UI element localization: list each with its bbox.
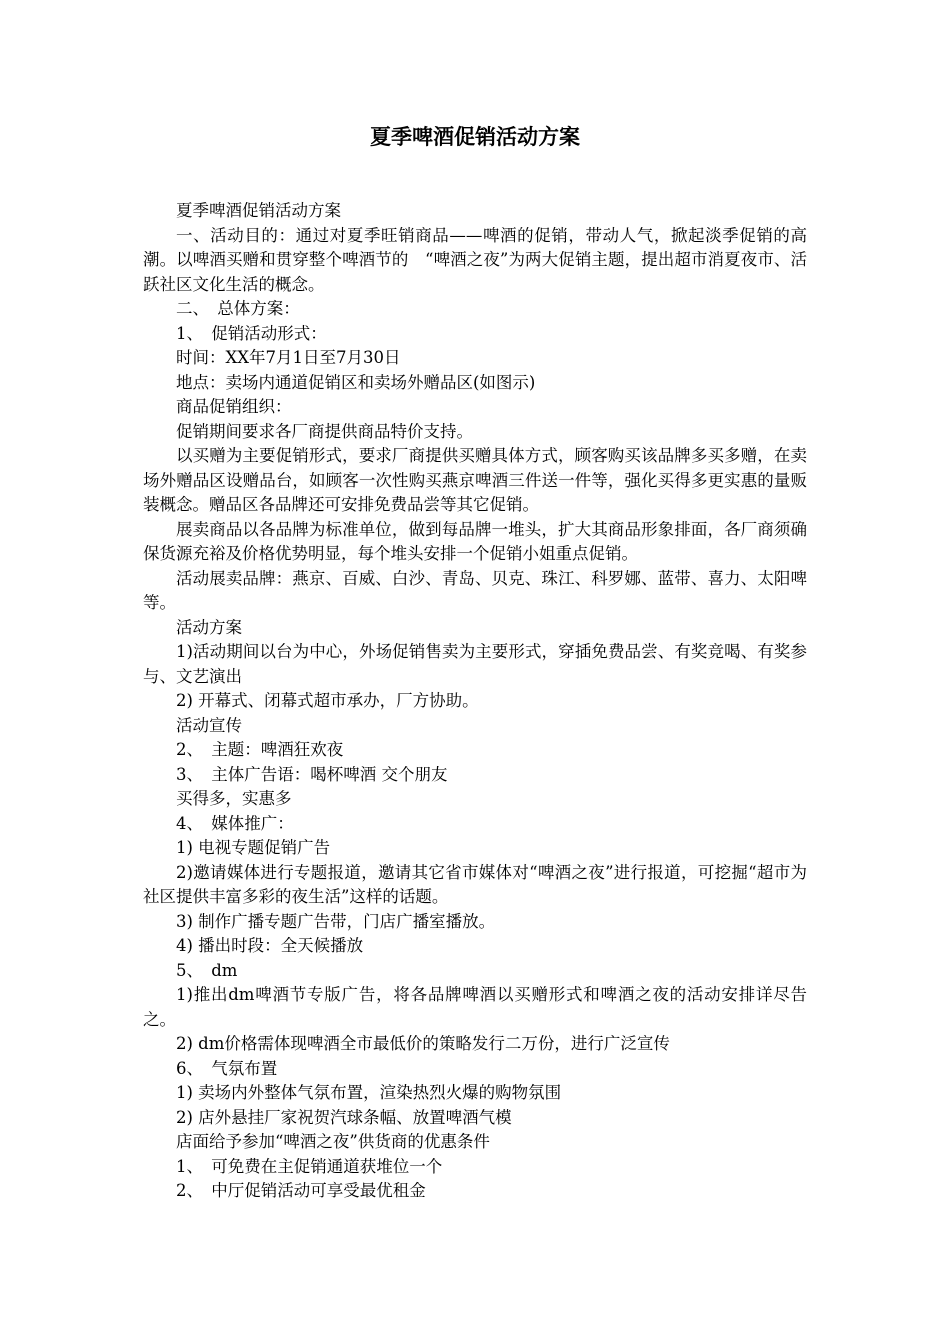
paragraph: 1)活动期间以台为中心，外场促销售卖为主要形式，穿插免费品尝、有奖竞喝、有奖参与、文艺演出 (143, 642, 807, 686)
paragraph: 1)推出dm啤酒节专版广告，将各品牌啤酒以买赠形式和啤酒之夜的活动安排详尽告之。 (143, 985, 807, 1029)
paragraph: 2、 中厅促销活动可享受最优租金 (176, 1181, 426, 1200)
paragraph: 展卖商品以各品牌为标准单位，做到每品牌一堆头，扩大其商品形象排面，各厂商须确保货源充裕及价格优势明显，每个堆头安排一个促销小姐重点促销。 (143, 519, 807, 563)
paragraph: 2、 主题：啤酒狂欢夜 (176, 740, 344, 759)
paragraph: 以买赠为主要促销形式，要求厂商提供买赠具体方式，顾客购买该品牌多买多赠，在卖场外赠品区设赠品台，如顾客一次性购买燕京啤酒三件送一件等，强化买得多更实惠的量贩装概念。赠品区各品牌还可安排免费品尝等其它促销。 (143, 446, 807, 514)
paragraph: 1、 促销活动形式： (176, 323, 327, 343)
paragraph: 2) 店外悬挂厂家祝贺汽球条幅、放置啤酒气模 (176, 1107, 512, 1127)
paragraph: 1) 卖场内外整体气氛布置，渲染热烈火爆的购物氛围 (176, 1083, 562, 1102)
paragraph: 2) 开幕式、闭幕式超市承办，厂方协助。 (176, 691, 479, 710)
paragraph: 活动方案 (176, 617, 242, 637)
paragraph: 商品促销组织： (176, 397, 292, 416)
paragraph: 4) 播出时段：全天候播放 (176, 936, 364, 955)
paragraph: 3) 制作广播专题广告带，门店广播室播放。 (176, 911, 496, 931)
paragraph: 1) 电视专题促销广告 (176, 838, 331, 857)
paragraph: 地点：卖场内通道促销区和卖场外赠品区(如图示) (176, 372, 536, 392)
paragraph: 1、 可免费在主促销通道获堆位一个 (176, 1156, 443, 1176)
paragraph: 4、 媒体推广： (176, 813, 294, 833)
paragraph: 2) dm价格需体现啤酒全市最低价的策略发行二万份，进行广泛宣传 (176, 1034, 670, 1053)
paragraph: 二、 总体方案： (176, 299, 300, 318)
paragraph: 夏季啤酒促销活动方案 (176, 201, 341, 220)
paragraph: 3、 主体广告语：喝杯啤酒 交个朋友 (176, 764, 448, 784)
paragraph: 活动宣传 (176, 715, 242, 735)
paragraph: 时间：XX年7月1日至7月30日 (176, 348, 401, 367)
paragraph: 促销期间要求各厂商提供商品特价支持。 (176, 421, 473, 441)
document-body (143, 199, 807, 1204)
document-title: 夏季啤酒促销活动方案 (370, 125, 580, 149)
paragraph: 店面给予参加“啤酒之夜”供货商的优惠条件 (176, 1132, 490, 1151)
paragraph: 一、活动目的：通过对夏季旺销商品——啤酒的促销，带动人气，掀起淡季促销的高潮。以啤酒买赠和贯穿整个啤酒节的 “啤酒之夜”为两大促销主题，提出超市消夏夜市、活跃社区文化生活的概念。 (143, 225, 807, 294)
paragraph: 活动展卖品牌：燕京、百威、白沙、青岛、贝克、珠江、科罗娜、蓝带、喜力、太阳啤等。 (143, 568, 807, 612)
paragraph: 买得多，实惠多 (176, 789, 292, 808)
paragraph: 2)邀请媒体进行专题报道，邀请其它省市媒体对“啤酒之夜”进行报道，可挖掘“超市为社区提供丰富多彩的夜生活”这样的话题。 (143, 862, 807, 906)
paragraph: 6、 气氛布置 (176, 1058, 278, 1078)
paragraph: 5、 dm (176, 960, 238, 980)
